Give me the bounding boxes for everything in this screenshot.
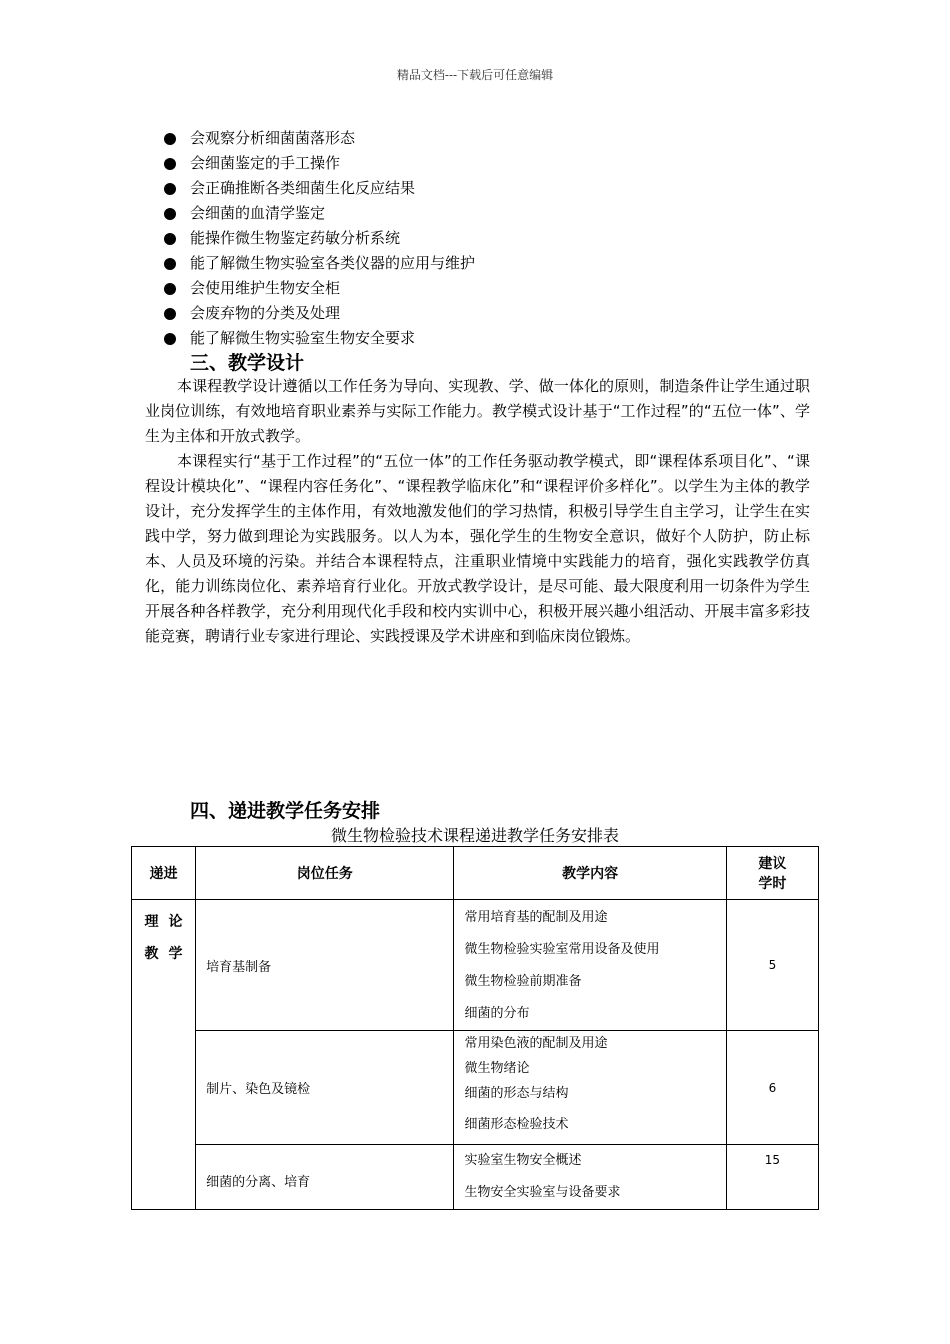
bullet-icon bbox=[164, 133, 176, 145]
list-item: 会使用维护生物安全柜 bbox=[160, 276, 475, 301]
list-item: 常用染色液的配制及用途 bbox=[464, 1036, 608, 1051]
list-item: 常用培育基的配制及用途 bbox=[464, 910, 608, 925]
list-item: 微生物检验实验室常用设备及使用 bbox=[464, 942, 660, 957]
bullet-icon bbox=[164, 183, 176, 195]
header-task: 岗位任务 bbox=[196, 847, 454, 900]
table-header-row bbox=[132, 847, 819, 900]
task-schedule-table bbox=[131, 846, 819, 1210]
table-row bbox=[132, 900, 819, 1031]
list-item: 生物安全实验室与设备要求 bbox=[464, 1185, 621, 1200]
skills-bullet-list bbox=[160, 126, 475, 351]
bullet-icon bbox=[164, 158, 176, 170]
header-progression: 递进 bbox=[132, 847, 196, 900]
header-content: 教学内容 bbox=[454, 847, 726, 900]
list-item: 会废弃物的分类及处理 bbox=[160, 301, 475, 326]
section-3-paragraph-2: 本课程实行“基于工作过程”的“五位一体”的工作任务驱动教学模式，即“课程体系项目化”、“课程设计模块化”、“课程内容任务化”、“课程教学临床化”和“课程评价多样化”。以学生为主体的教学设计，充分发挥学生的主体作用，有效地激发他们的学习热情，积极引导学生自主学习，让学生在实践中学，努力做到理论为实践服务。以人为本，强化学生的生物安全意识，做好个人防护，防止标本、人员及环境的污染。并结合本课程特点，注重职业情境中实践能力的培育，强化实践教学仿真化，能力训练岗位化、素养培育行业化。开放式教学设计，是尽可能、最大限度利用一切条件为学生开展各种各样教学，充分利用现代化手段和校内实训中心，积极开展兴趣小组活动、开展丰富多彩技能竞赛，聘请行业专家进行理论、实践授课及学术讲座和到临床岗位锻炼。 bbox=[145, 452, 810, 645]
header-hours: 建议 学时 bbox=[726, 847, 818, 900]
bullet-icon bbox=[164, 283, 176, 295]
task-cell: 制片、染色及镜检 bbox=[196, 1031, 454, 1145]
table-row bbox=[132, 1031, 819, 1145]
bullet-icon bbox=[164, 258, 176, 270]
bullet-icon bbox=[164, 308, 176, 320]
section-3-paragraph-1: 本课程教学设计遵循以工作任务为导向、实现教、学、做一体化的原则，制造条件让学生通过职业岗位训练，有效地培育职业素养与实际工作能力。教学模式设计基于“工作过程”的“五位一体”、学生为主体和开放式教学。 bbox=[145, 377, 810, 445]
hours-cell: 15 bbox=[726, 1145, 818, 1210]
list-item: 会细菌的血清学鉴定 bbox=[160, 201, 475, 226]
hours-cell: 5 bbox=[726, 900, 818, 1031]
table-caption: 微生物检验技术课程递进教学任务安排表 bbox=[330, 826, 619, 845]
hours-cell: 6 bbox=[726, 1031, 818, 1145]
list-item: 能操作微生物鉴定药敏分析系统 bbox=[160, 226, 475, 251]
list-item: 微生物绪论 bbox=[464, 1061, 530, 1076]
list-item: 细菌的形态与结构 bbox=[464, 1086, 569, 1101]
task-cell: 培育基制备 bbox=[196, 900, 454, 1031]
list-item: 会观察分析细菌菌落形态 bbox=[160, 126, 475, 151]
list-item: 会细菌鉴定的手工操作 bbox=[160, 151, 475, 176]
bullet-icon bbox=[164, 333, 176, 345]
table-row bbox=[132, 1145, 819, 1210]
section-3-heading: 三、教学设计 bbox=[190, 352, 305, 374]
section-4-heading: 四、递进教学任务安排 bbox=[190, 800, 381, 822]
list-item: 能了解微生物实验室生物安全要求 bbox=[160, 326, 475, 351]
page-header: 精品文档---下载后可任意编辑 bbox=[396, 68, 554, 82]
list-item: 细菌形态检验技术 bbox=[464, 1117, 569, 1132]
category-cell: 理论 教学 bbox=[132, 900, 196, 1210]
list-item: 细菌的分布 bbox=[464, 1006, 530, 1021]
list-item: 会正确推断各类细菌生化反应结果 bbox=[160, 176, 475, 201]
list-item: 能了解微生物实验室各类仪器的应用与维护 bbox=[160, 251, 475, 276]
list-item: 微生物检验前期准备 bbox=[464, 974, 582, 989]
task-cell: 细菌的分离、培育 bbox=[196, 1145, 454, 1210]
content-cell bbox=[454, 900, 726, 1031]
content-cell bbox=[454, 1031, 726, 1145]
list-item: 实验室生物安全概述 bbox=[464, 1153, 582, 1168]
content-cell bbox=[454, 1145, 726, 1210]
bullet-icon bbox=[164, 208, 176, 220]
bullet-icon bbox=[164, 233, 176, 245]
